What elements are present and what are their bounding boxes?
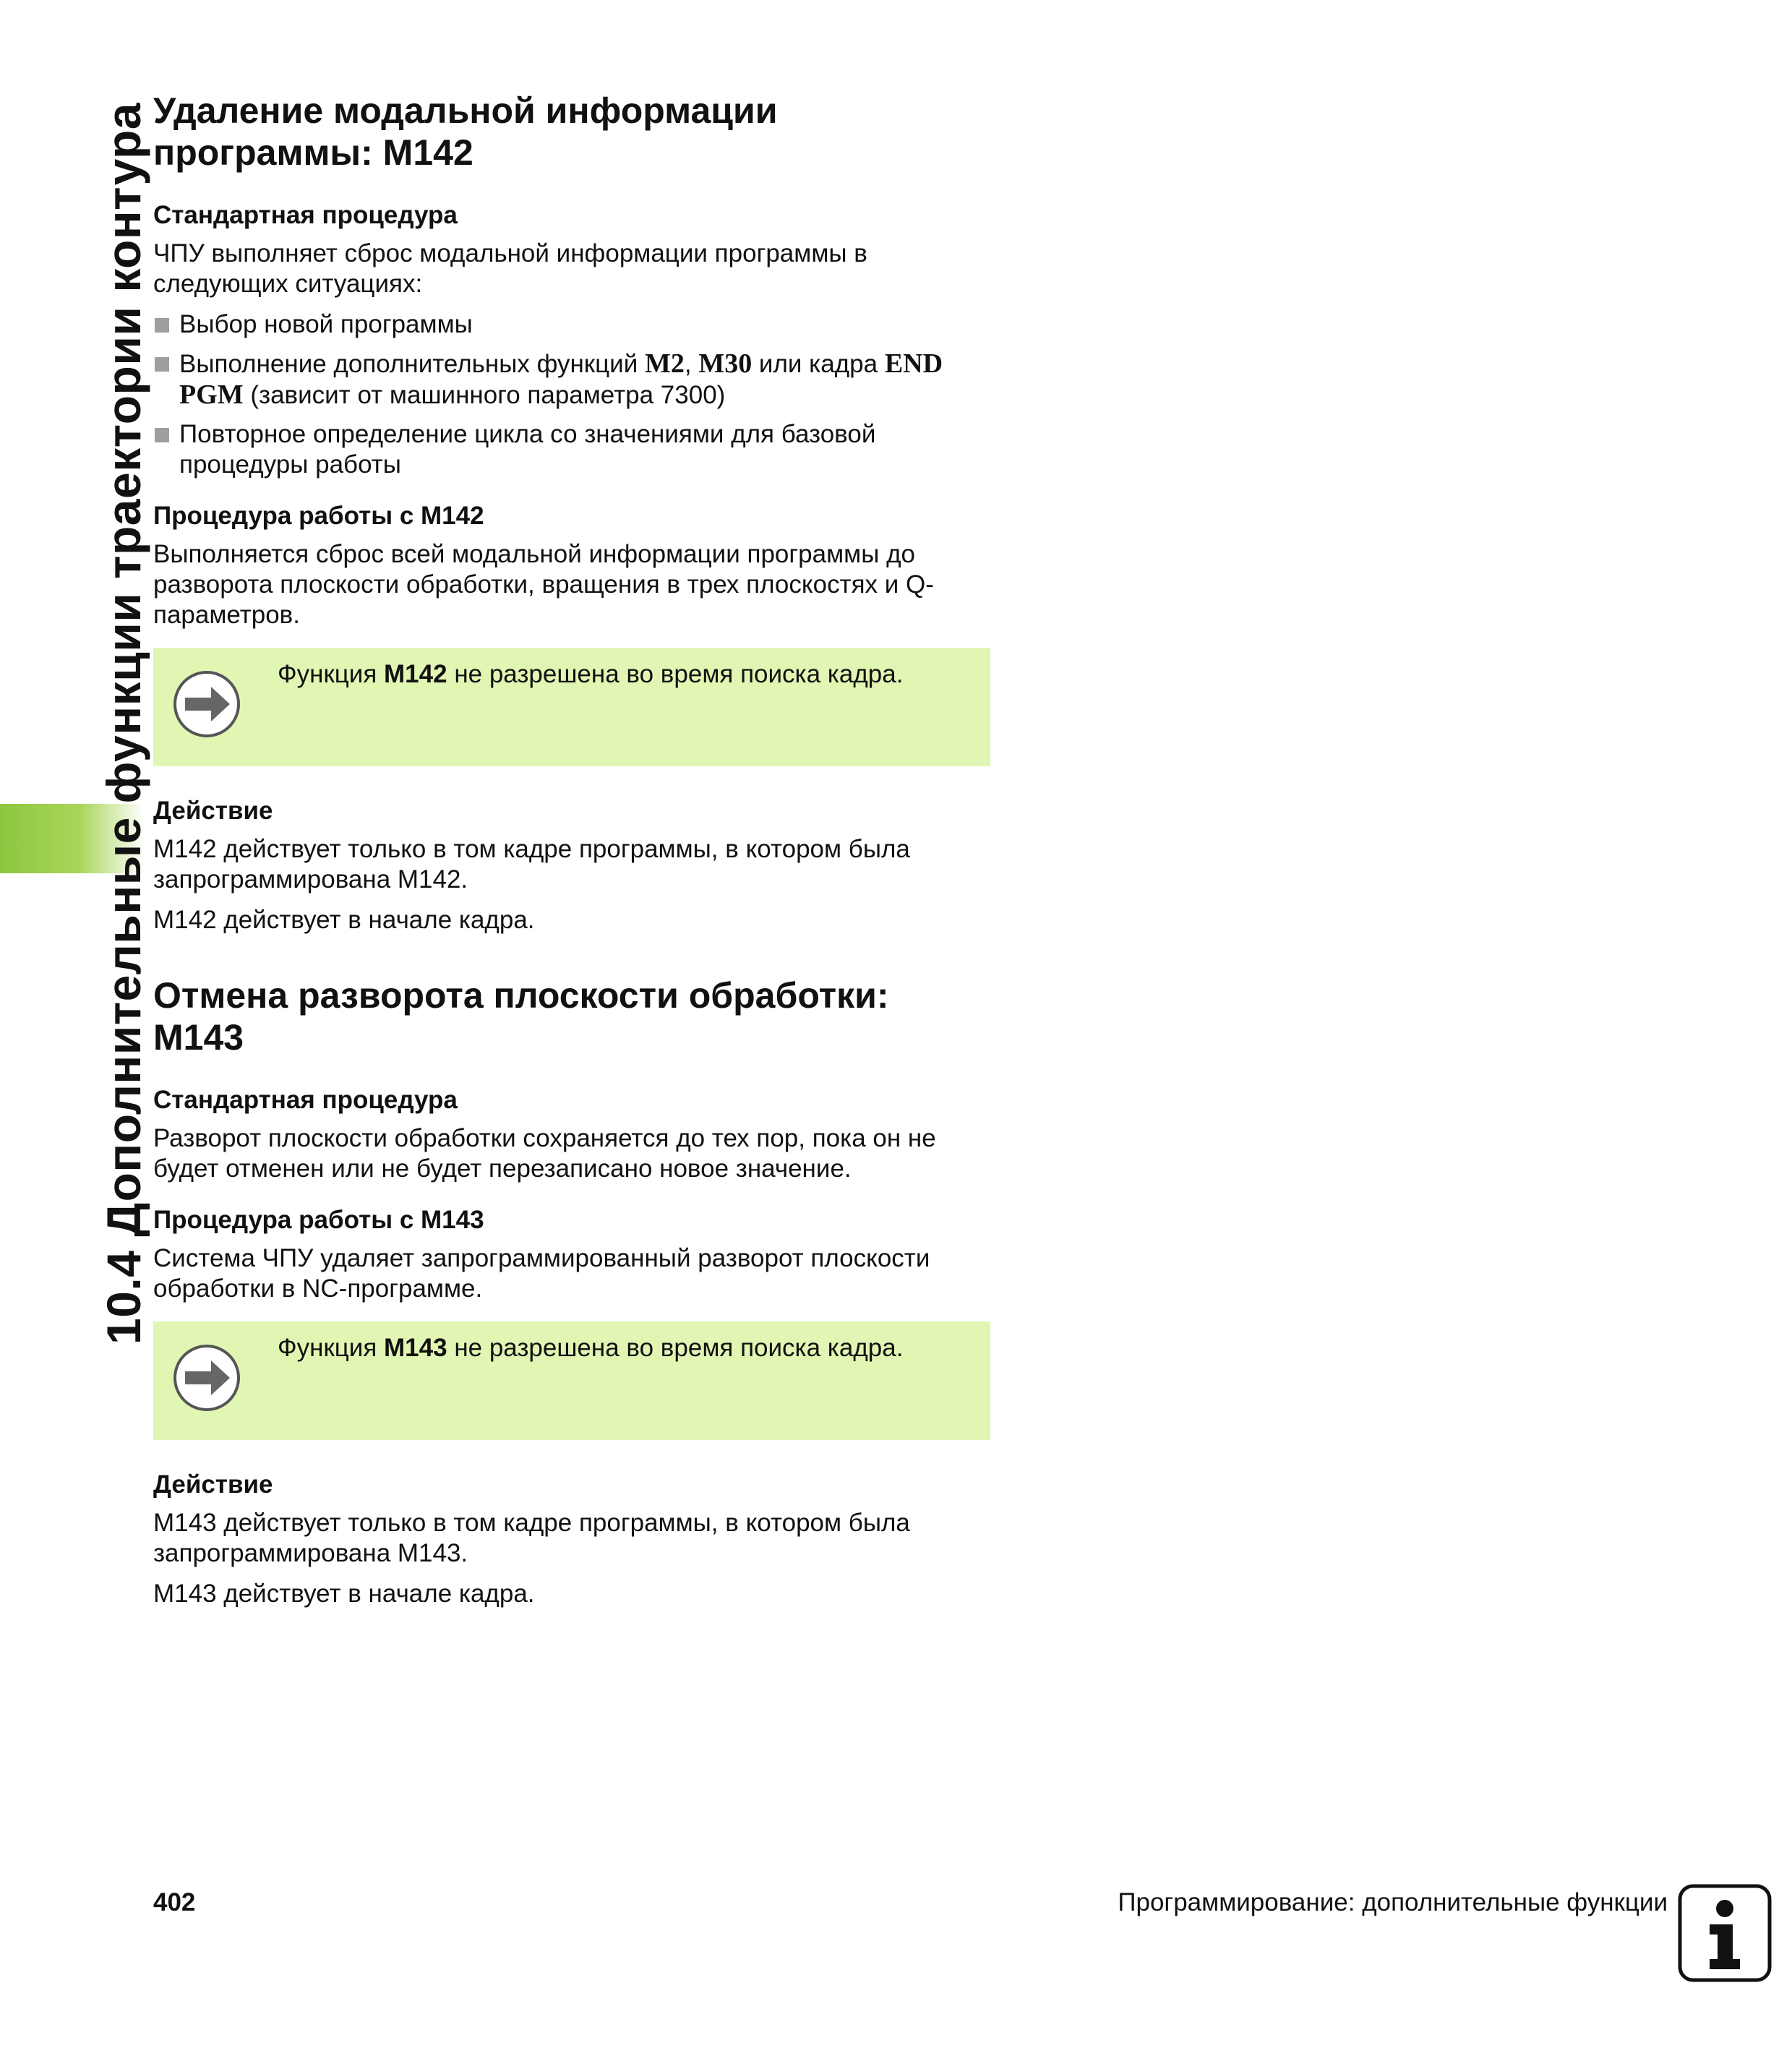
list-item: Выбор новой программы bbox=[153, 309, 998, 340]
heading-procedure-m143: Процедура работы с M143 bbox=[153, 1206, 484, 1234]
paragraph-standard-procedure-m143: Разворот плоскости обработки сохраняется до тех пор, пока он не будет отменен или не будет перезаписано новое значение. bbox=[153, 1124, 936, 1183]
code-m30: M30 bbox=[698, 348, 753, 379]
bullet-square-icon bbox=[155, 318, 169, 333]
paragraph-procedure-m143: Система ЧПУ удаляет запрограммированный разворот плоскости обработки в NC-программе. bbox=[153, 1244, 930, 1303]
note-box-m143 bbox=[153, 1321, 990, 1440]
heading-action-m143: Действие bbox=[153, 1470, 273, 1499]
paragraph-action-m143: M143 действует только в том кадре программы, в котором была запрограммирована M143. bbox=[153, 1509, 910, 1567]
bullet-square-icon bbox=[155, 428, 169, 442]
heading-standard-procedure: Стандартная процедура bbox=[153, 201, 458, 229]
paragraph-action-m142: M142 действует только в том кадре программы, в котором была запрограммирована M142. bbox=[153, 835, 910, 894]
note-text: Функция M143 не разрешена во время поиска кадра. bbox=[278, 1334, 904, 1362]
paragraph-action-m142-start: M142 действует в начале кадра. bbox=[153, 906, 535, 934]
heading-action-m142: Действие bbox=[153, 797, 273, 825]
note-code: M143 bbox=[384, 1334, 447, 1362]
paragraph-standard-procedure: ЧПУ выполняет сброс модальной информации программы в следующих ситуациях: bbox=[153, 239, 867, 298]
info-icon bbox=[1678, 1884, 1772, 1982]
paragraph-procedure-m142: Выполняется сброс всей модальной информации программы до разворота плоскости обработки, вращения в трех плоскостях и Q-параметров. bbox=[153, 540, 934, 629]
list-item: Повторное определение цикла со значениями для базовой процедуры работы bbox=[153, 419, 998, 480]
note-text: Функция M142 не разрешена во время поиска кадра. bbox=[278, 660, 904, 688]
bullet-square-icon bbox=[155, 357, 169, 372]
code-m2: M2 bbox=[645, 348, 685, 379]
heading-standard-procedure-m143: Стандартная процедура bbox=[153, 1086, 458, 1114]
code-end-pgm: END PGM bbox=[179, 348, 943, 410]
note-code: M142 bbox=[384, 660, 447, 688]
heading-procedure-m142: Процедура работы с M142 bbox=[153, 502, 484, 530]
chapter-title: Программирование: дополнительные функции bbox=[1118, 1888, 1668, 1916]
bullet-list bbox=[153, 309, 998, 480]
arrow-right-icon bbox=[172, 669, 241, 739]
list-item: Выполнение дополнительных функций M2, M30 или кадра END PGM (зависит от машинного параметра 7300) bbox=[153, 348, 998, 411]
page-number: 402 bbox=[153, 1888, 196, 1916]
paragraph-action-m143-start: M143 действует в начале кадра. bbox=[153, 1580, 535, 1608]
section-title-m143: Отмена разворота плоскости обработки: M143 bbox=[153, 975, 889, 1058]
page-content bbox=[153, 90, 998, 1609]
arrow-right-icon bbox=[172, 1343, 241, 1413]
chapter-side-title: 10.4 Дополнительные функции траектории контура bbox=[97, 103, 150, 1345]
note-box-m142 bbox=[153, 648, 990, 766]
section-title-m142: Удаление модальной информации программы: M142 bbox=[153, 90, 778, 173]
